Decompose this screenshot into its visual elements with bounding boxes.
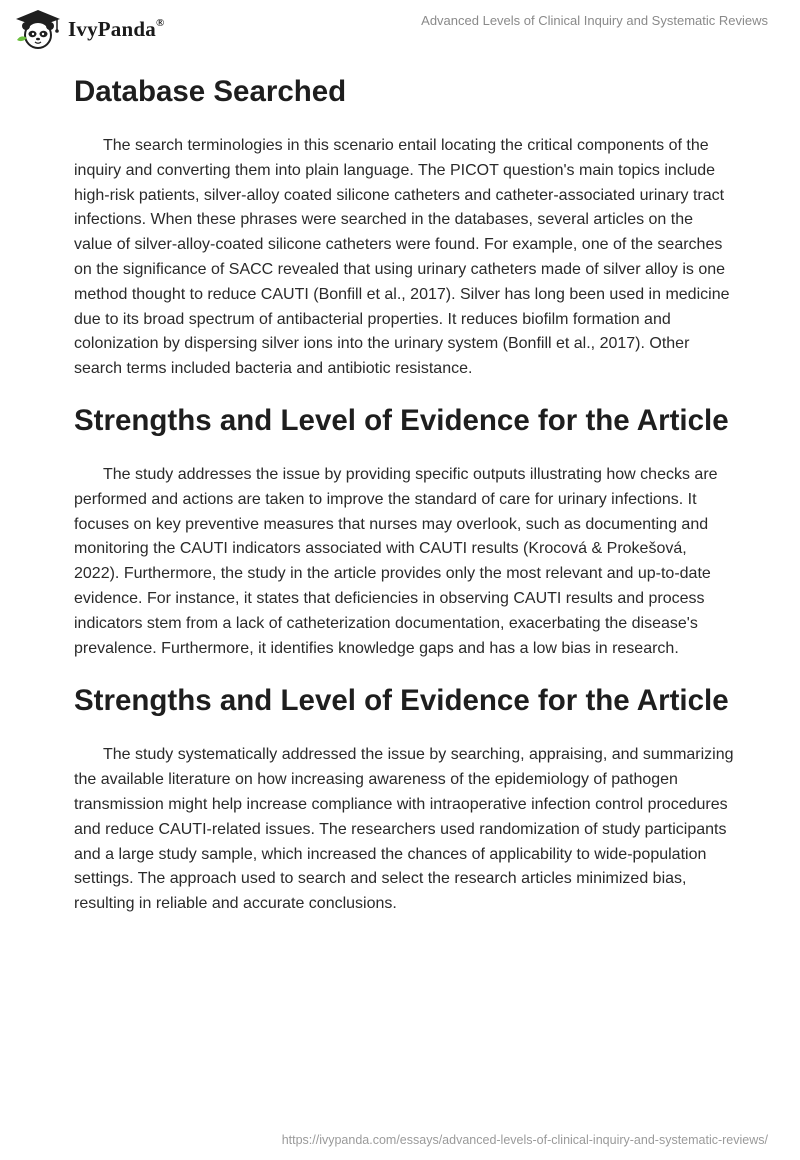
brand-name-text: IvyPanda [68, 16, 156, 41]
section-paragraph: The search terminologies in this scenario entail locating the critical components of the inquiry and converting them into plain language. The PICOT question's main topics include high-risk patients, silver-alloy coated silicone catheters and catheter-associated urinary tract infections. When these phrases were searched in the databases, several articles on the value of silver-alloy-coated silicone catheters were found. For example, one of the searches on the significance of SACC revealed that using urinary catheters made of silver alloy is one method thought to reduce CAUTI (Bonfill et al., 2017). Silver has long been used in medicine due to its broad spectrum of antibacterial properties. It reduces biofilm formation and colonization by dispersing silver ions into the urinary system (Bonfill et al., 2017). Other search terms included bacteria and antibiotic resistance. [74, 137, 730, 378]
document-title: Advanced Levels of Clinical Inquiry and Systematic Reviews [421, 13, 768, 28]
essay-content [74, 70, 734, 917]
section-heading-database-searched: Database Searched [74, 75, 347, 108]
section-paragraph: The study systematically addressed the issue by searching, appraising, and summarizing the available literature on how increasing awareness of the epidemiology of pathogen transmission might help increase compliance with intraoperative infection control procedures and reduce CAUTI-related issues. The researchers used randomization of study participants and a large study sample, which increased the chances of applicability to wide-population settings. The approach used to search and select the research articles minimized bias, resulting in reliable and accurate conclusions. [74, 746, 734, 913]
ivypanda-logo[interactable] [14, 8, 164, 50]
registered-mark: ® [155, 16, 165, 29]
section-paragraph: The study addresses the issue by providing specific outputs illustrating how checks are performed and actions are taken to improve the standard of care for urinary infections. It focuses on key preventive measures that nurses may overlook, such as documenting and monitoring the CAUTI indicators associated with CAUTI results (Krocová & Prokešová, 2022). Furthermore, the study in the article provides only the most relevant and up-to-date evidence. For instance, it states that deficiencies in observing CAUTI results and process indicators stem from a lack of catheterization documentation, exacerbating the disease's prevalence. Furthermore, it identifies knowledge gaps and has a low bias in research. [74, 465, 718, 657]
page-header [0, 0, 800, 56]
brand-name [68, 17, 164, 42]
section-heading-strengths-2: Strengths and Level of Evidence for the Article [74, 684, 729, 718]
section-heading-strengths-1: Strengths and Level of Evidence for the Article [74, 403, 729, 437]
panda-graduate-icon [14, 8, 62, 50]
source-url-link[interactable]: https://ivypanda.com/essays/advanced-levels-of-clinical-inquiry-and-systematic-reviews/ [281, 1133, 768, 1147]
